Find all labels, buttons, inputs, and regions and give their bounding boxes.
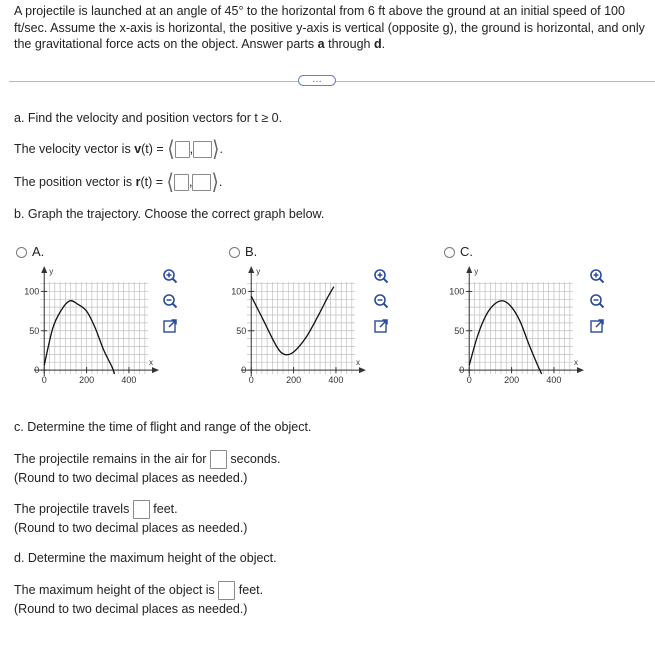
option-a[interactable] <box>16 244 44 259</box>
range-row <box>14 499 178 519</box>
graph-option-a <box>18 262 163 402</box>
left-angle-bracket: ⟨ <box>167 137 175 162</box>
position-symbol: r <box>135 175 141 189</box>
option-a-radio[interactable] <box>16 247 27 258</box>
y-tick-label: 50 <box>236 325 247 336</box>
y-tick-label: 0 <box>241 365 247 376</box>
height-unit: feet. <box>238 583 264 597</box>
time-unit: seconds. <box>230 452 281 466</box>
new-window-icon[interactable] <box>373 318 389 334</box>
option-c-label: C. <box>460 244 473 259</box>
x-axis-label: x <box>574 358 578 368</box>
x-tick-label: 400 <box>328 375 344 386</box>
x-tick-label: 0 <box>466 375 472 386</box>
position-y-input[interactable] <box>192 174 211 191</box>
x-tick-label: 400 <box>121 375 137 386</box>
part-a-letter: a <box>317 37 325 51</box>
x-tick-label: 0 <box>41 375 47 386</box>
part-b-heading: b. Graph the trajectory. Choose the correct graph below. <box>14 207 325 221</box>
x-axis-label: x <box>149 358 153 368</box>
time-row <box>14 449 280 469</box>
position-period: . <box>218 175 223 189</box>
round-note-height: (Round to two decimal places as needed.) <box>14 602 248 616</box>
velocity-period: . <box>219 142 224 156</box>
max-height-input[interactable] <box>218 581 235 600</box>
velocity-label: The velocity vector is <box>14 142 135 156</box>
velocity-symbol: v <box>134 142 142 156</box>
position-x-input[interactable] <box>174 174 189 191</box>
part-a-heading: a. Find the velocity and position vectors for t ≥ 0. <box>14 111 283 125</box>
x-axis-arrow <box>152 367 159 373</box>
range-input[interactable] <box>133 500 150 519</box>
problem-period: . <box>381 37 386 51</box>
zoom-out-icon[interactable] <box>373 293 389 309</box>
y-axis-arrow <box>248 266 254 273</box>
option-b-label: B. <box>245 244 258 259</box>
y-tick-label: 0 <box>459 365 465 376</box>
graph-a-tools <box>162 268 178 334</box>
range-unit: feet. <box>153 502 178 516</box>
graph-option-c <box>443 262 588 402</box>
graph-b-tools <box>373 268 389 334</box>
y-tick-label: 100 <box>449 286 465 297</box>
comma: , <box>188 175 193 189</box>
x-tick-label: 200 <box>286 375 302 386</box>
zoom-out-icon[interactable] <box>162 293 178 309</box>
x-axis-label: x <box>356 358 360 368</box>
new-window-icon[interactable] <box>589 318 605 334</box>
x-tick-label: 0 <box>248 375 254 386</box>
x-tick-label: 200 <box>79 375 95 386</box>
position-label: The position vector is <box>14 175 136 189</box>
zoom-in-icon[interactable] <box>162 268 178 284</box>
right-angle-bracket: ⟩ <box>212 137 220 162</box>
more-button[interactable]: … <box>298 75 336 86</box>
option-c[interactable] <box>444 244 473 259</box>
x-axis-arrow <box>359 367 366 373</box>
part-d-heading: d. Determine the maximum height of the object. <box>14 551 277 565</box>
velocity-label-post: (t) = <box>141 142 164 156</box>
graph-option-b <box>225 262 370 402</box>
problem-text: A projectile is launched at an angle of 45° to the horizontal from 6 ft above the ground at an initial speed of 100 ft/sec. Assume the x-axis is horizontal, the positive y-axis is vertical (opposite g), the ground is horizontal, and only the gravitational force acts on the object. Answer parts <box>14 4 645 51</box>
problem-statement <box>14 3 646 53</box>
time-of-flight-input[interactable] <box>210 450 227 469</box>
y-axis-arrow <box>466 266 472 273</box>
height-label: The maximum height of the object is <box>14 583 215 597</box>
y-axis-label: y <box>474 267 479 276</box>
option-b-radio[interactable] <box>229 247 240 258</box>
range-label: The projectile travels <box>14 502 130 516</box>
comma: , <box>189 142 194 156</box>
y-tick-label: 50 <box>454 325 465 336</box>
x-tick-label: 200 <box>504 375 520 386</box>
y-tick-label: 50 <box>29 325 40 336</box>
x-tick-label: 400 <box>546 375 562 386</box>
trajectory-curve <box>251 287 334 355</box>
round-note-range: (Round to two decimal places as needed.) <box>14 521 248 535</box>
round-note-time: (Round to two decimal places as needed.) <box>14 471 248 485</box>
through-word: through <box>328 37 371 51</box>
zoom-in-icon[interactable] <box>373 268 389 284</box>
time-label: The projectile remains in the air for <box>14 452 207 466</box>
graph-c-tools <box>589 268 605 334</box>
y-tick-label: 0 <box>34 365 40 376</box>
x-axis-arrow <box>577 367 584 373</box>
velocity-y-input[interactable] <box>193 141 212 158</box>
position-row <box>14 170 223 195</box>
y-axis-arrow <box>41 266 47 273</box>
zoom-in-icon[interactable] <box>589 268 605 284</box>
part-d-letter: d <box>373 37 382 51</box>
part-c-heading: c. Determine the time of flight and range of the object. <box>14 420 312 434</box>
zoom-out-icon[interactable] <box>589 293 605 309</box>
option-b[interactable] <box>229 244 257 259</box>
option-c-radio[interactable] <box>444 247 455 258</box>
new-window-icon[interactable] <box>162 318 178 334</box>
y-tick-label: 100 <box>231 286 247 297</box>
left-angle-bracket: ⟨ <box>166 170 174 195</box>
position-label-post: (t) = <box>140 175 164 189</box>
velocity-row <box>14 137 224 162</box>
y-axis-label: y <box>49 267 54 276</box>
velocity-x-input[interactable] <box>175 141 190 158</box>
y-axis-label: y <box>256 267 261 276</box>
option-a-label: A. <box>32 244 45 259</box>
height-row <box>14 580 263 600</box>
right-angle-bracket: ⟩ <box>211 170 219 195</box>
y-tick-label: 100 <box>24 286 40 297</box>
